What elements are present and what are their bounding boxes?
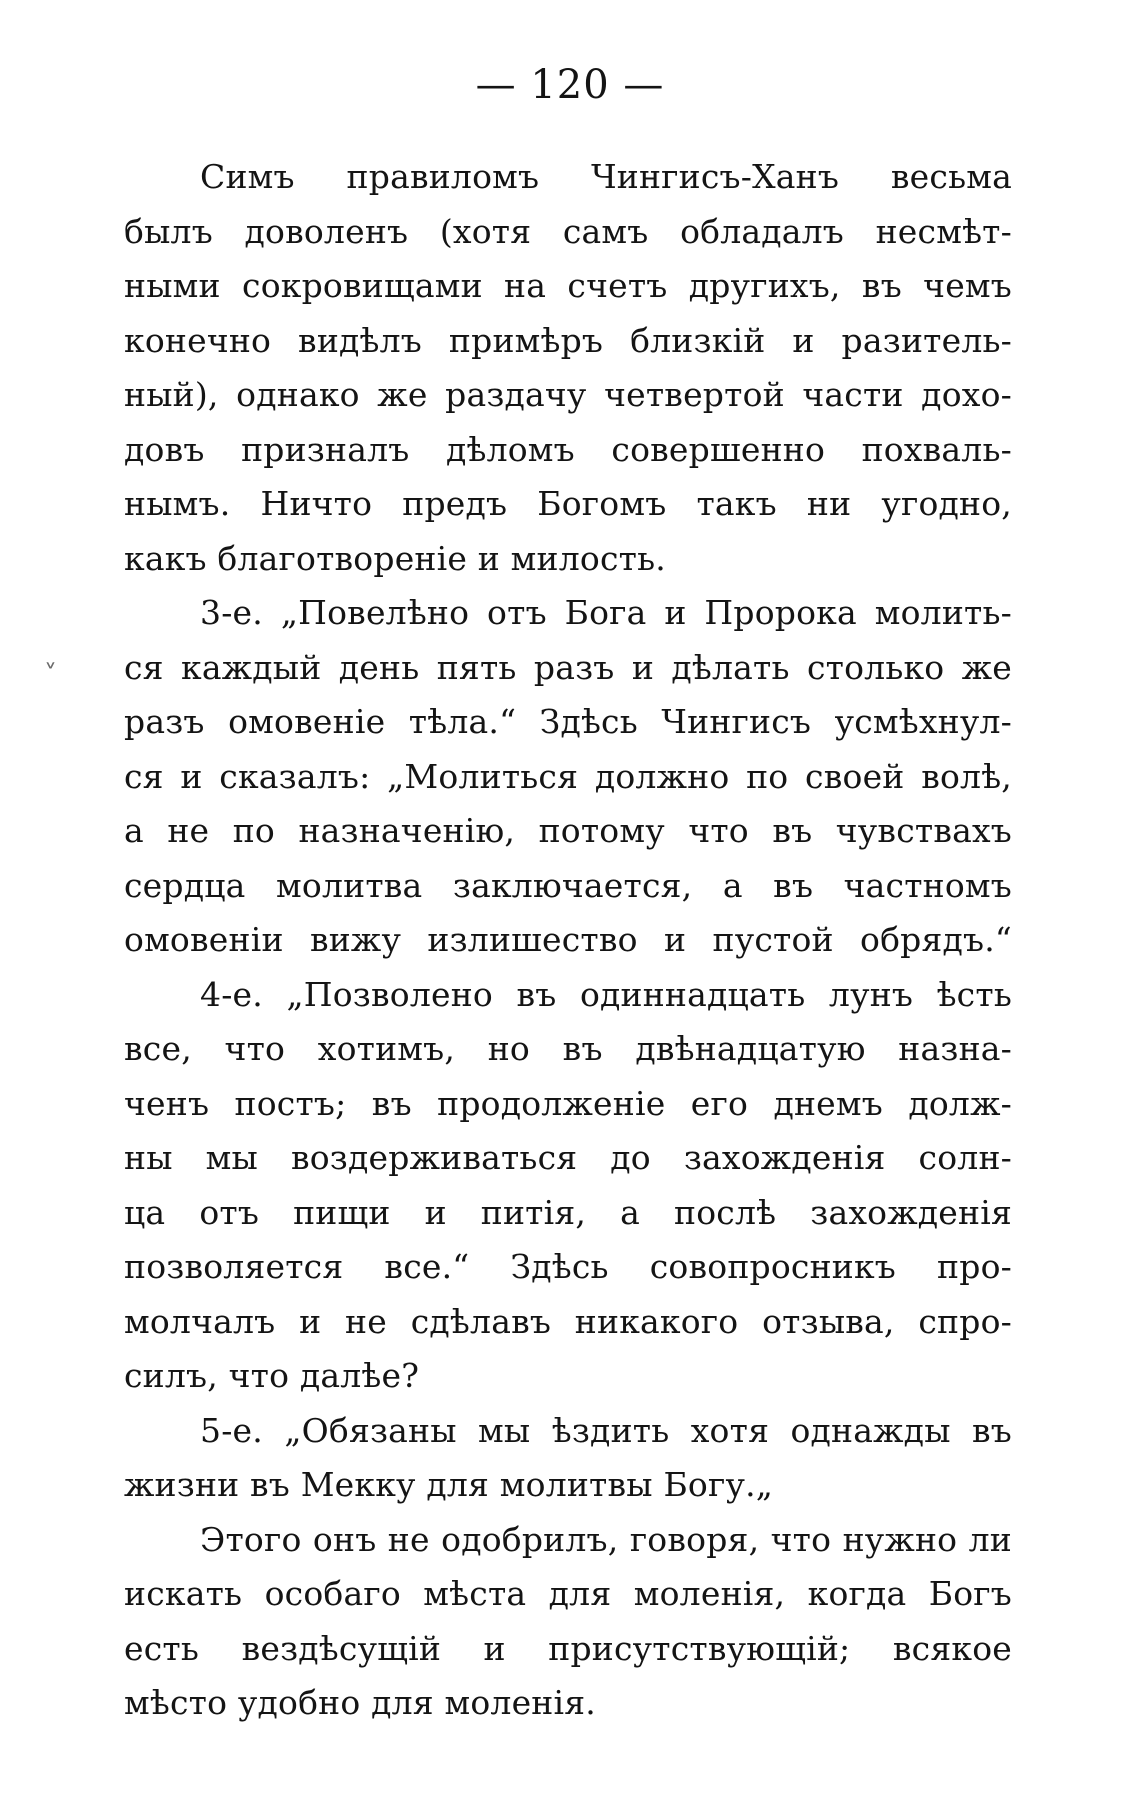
text-line: 3-е. „Повелѣно отъ Бога и Пророка молить- — [200, 593, 1012, 632]
text-line: жизни въ Мекку для молитвы Богу.„ — [124, 1465, 774, 1504]
text-line: искать особаго мѣста для моленія, когда Богъ — [124, 1574, 1012, 1613]
text-line: ными сокровищами на счетъ другихъ, въ чемъ — [124, 266, 1012, 305]
text-line: довъ призналъ дѣломъ совершенно похваль- — [124, 429, 1012, 469]
text-line: ся и сказалъ: „Молиться должно по своей волѣ, — [124, 756, 1012, 796]
margin-speck: ˅ — [44, 660, 57, 690]
page-number: — 120 — — [475, 62, 665, 108]
text-line: мѣсто удобно для моленія. — [124, 1683, 596, 1722]
text-line: ся каждый день пять разъ и дѣлать столько же — [124, 647, 1012, 687]
text-line: ца отъ пищи и питія, а послѣ захожденія — [124, 1192, 1012, 1232]
text-line: есть вездѣсущій и присутствующій; всякое — [124, 1628, 1012, 1668]
text-line: какъ благотвореніе и милость. — [124, 538, 666, 578]
text-line: позволяется все.“ Здѣсь совопросникъ про- — [124, 1247, 1012, 1286]
text-line: ный), однако же раздачу четвертой части дохо- — [124, 375, 1012, 414]
text-line: нымъ. Ничто предъ Богомъ такъ ни угодно, — [124, 484, 1012, 523]
text-line: все, что хотимъ, но въ двѣнадцатую назна- — [124, 1029, 1012, 1068]
text-line: разъ омовеніе тѣла.“ Здѣсь Чингисъ усмѣхнул- — [124, 702, 1012, 741]
text-line: сердца молитва заключается, а въ частномъ — [124, 865, 1012, 905]
text-line: былъ доволенъ (хотя самъ обладалъ несмѣт- — [124, 211, 1012, 251]
text-line: Симъ правиломъ Чингисъ-Ханъ весьма — [200, 157, 1012, 196]
text-line: ченъ постъ; въ продолженіе его днемъ долж- — [124, 1083, 1012, 1123]
text-line: ны мы воздерживаться до захожденія солн- — [124, 1138, 1012, 1177]
text-line: Этого онъ не одобрилъ, говоря, что нужно ли — [200, 1519, 1012, 1559]
body-text — [124, 150, 1012, 1731]
text-line: конечно видѣлъ примѣръ близкій и разитель- — [124, 320, 1012, 360]
text-line: омовеніи вижу излишество и пустой обрядъ.“ — [124, 920, 1012, 959]
text-line: 5-е. „Обязаны мы ѣздить хотя однажды въ — [200, 1410, 1012, 1450]
text-line: силъ, что далѣе? — [124, 1356, 420, 1395]
text-line: молчалъ и не сдѣлавъ никакого отзыва, спро- — [124, 1301, 1012, 1341]
text-line: 4-е. „Позволено въ одиннадцать лунъ ѣсть — [200, 974, 1012, 1014]
text-line: а не по назначенію, потому что въ чувствахъ — [124, 811, 1012, 850]
